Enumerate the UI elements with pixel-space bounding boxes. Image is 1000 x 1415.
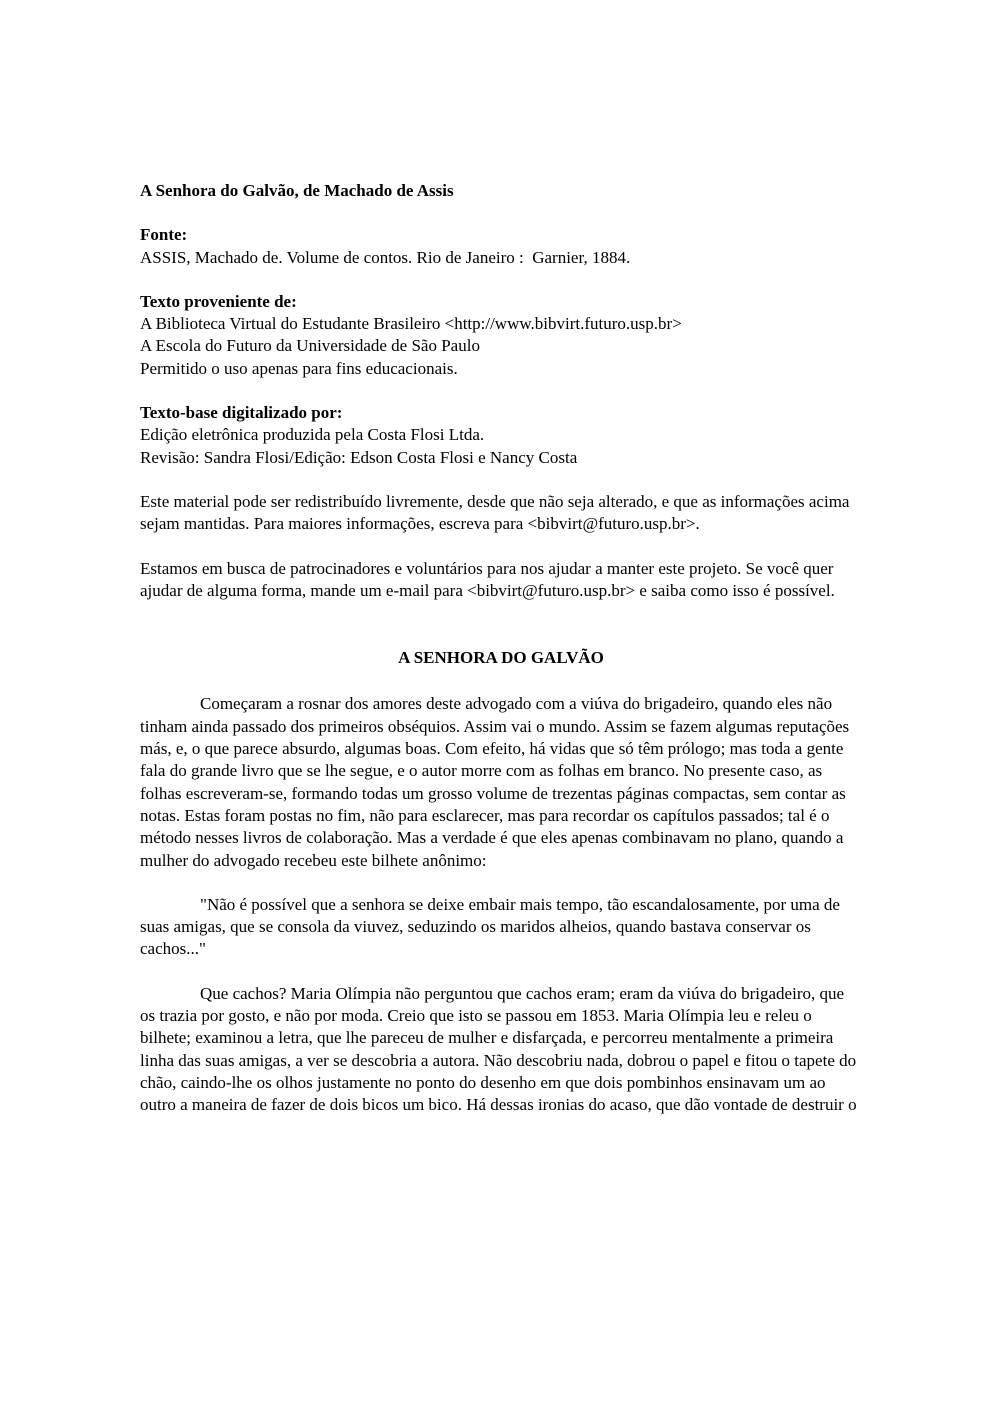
story-paragraph: Começaram a rosnar dos amores deste advogado com a viúva do brigadeiro, quando eles não tinham ainda passado dos primeiros obséquios. Assim vai o mundo. Assim se fazem algumas reputações más, e, o que parece absurdo, algumas boas. Com efeito, há vidas que só têm prólogo; mas toda a gente fala do grande livro que se lhe segue, e o autor morre com as folhas em branco. No presente caso, as folhas escreveram-se, formando todas um grosso volume de trezentas páginas compactas, sem contar as notas. Estas foram postas no fim, não para esclarecer, mas para recordar os capítulos passados; tal é o método nesses livros de colaboração. Mas a verdade é que eles apenas combinavam no plano, quando a mulher do advogado recebeu este bilhete anônimo: [140, 694, 850, 870]
notice-paragraph: Estamos em busca de patrocinadores e voluntários para nos ajudar a manter este projeto. Se você quer ajudar de alguma forma, mande um e-mail para <bibvirt@futuro.usp.br> e saiba como isso é possível. [140, 558, 835, 600]
text-line: ASSIS, Machado de. Volume de contos. Rio de Janeiro : Garnier, 1884. [140, 247, 631, 267]
section-fonte [140, 224, 862, 269]
text-line: A Biblioteca Virtual do Estudante Brasileiro <http://www.bibvirt.futuro.usp.br> [140, 314, 682, 334]
section-label-fonte: Fonte: [140, 225, 188, 245]
story-title: A SENHORA DO GALVÃO [398, 648, 604, 668]
document-content [140, 180, 862, 1139]
text-line: Permitido o uso apenas para fins educacionais. [140, 358, 458, 378]
story-paragraph: Que cachos? Maria Olímpia não perguntou que cachos eram; eram da viúva do brigadeiro, que os trazia por gosto, e não por moda. Creio que isto se passou em 1853. Maria Olímpia leu e releu o bilhete; examinou a letra, que lhe pareceu de mulher e disfarçada, e percorreu mentalmente a primeira linha das suas amigas, a ver se descobria a autora. Não descobriu nada, dobrou o papel e fitou o tapete do chão, caindo-lhe os olhos justamente no ponto do desenho em que dois pombinhos ensinavam um ao outro a maneira de fazer de dois bicos um bico. Há dessas ironias do acaso, que dão vontade de destruir o [140, 983, 857, 1115]
document-title: A Senhora do Galvão, de Machado de Assis [140, 181, 454, 200]
text-line: Revisão: Sandra Flosi/Edição: Edson Costa Flosi e Nancy Costa [140, 447, 578, 467]
section-proveniencia [140, 291, 862, 380]
text-line: Edição eletrônica produzida pela Costa Flosi Ltda. [140, 425, 485, 445]
section-label-proveniencia: Texto proveniente de: [140, 291, 297, 311]
section-label-digitalizacao: Texto-base digitalizado por: [140, 403, 343, 423]
notice-paragraph: Este material pode ser redistribuído livremente, desde que não seja alterado, e que as informações acima sejam mantidas. Para maiores informações, escreva para <bibvirt@futuro.usp.br>. [140, 491, 850, 534]
text-line: A Escola do Futuro da Universidade de São Paulo [140, 336, 480, 356]
section-digitalizacao [140, 402, 862, 469]
story-paragraph: "Não é possível que a senhora se deixe embair mais tempo, tão escandalosamente, por uma de suas amigas, que se consola da viuvez, seduzindo os maridos alheios, quando bastava conservar os cachos..." [140, 894, 840, 959]
